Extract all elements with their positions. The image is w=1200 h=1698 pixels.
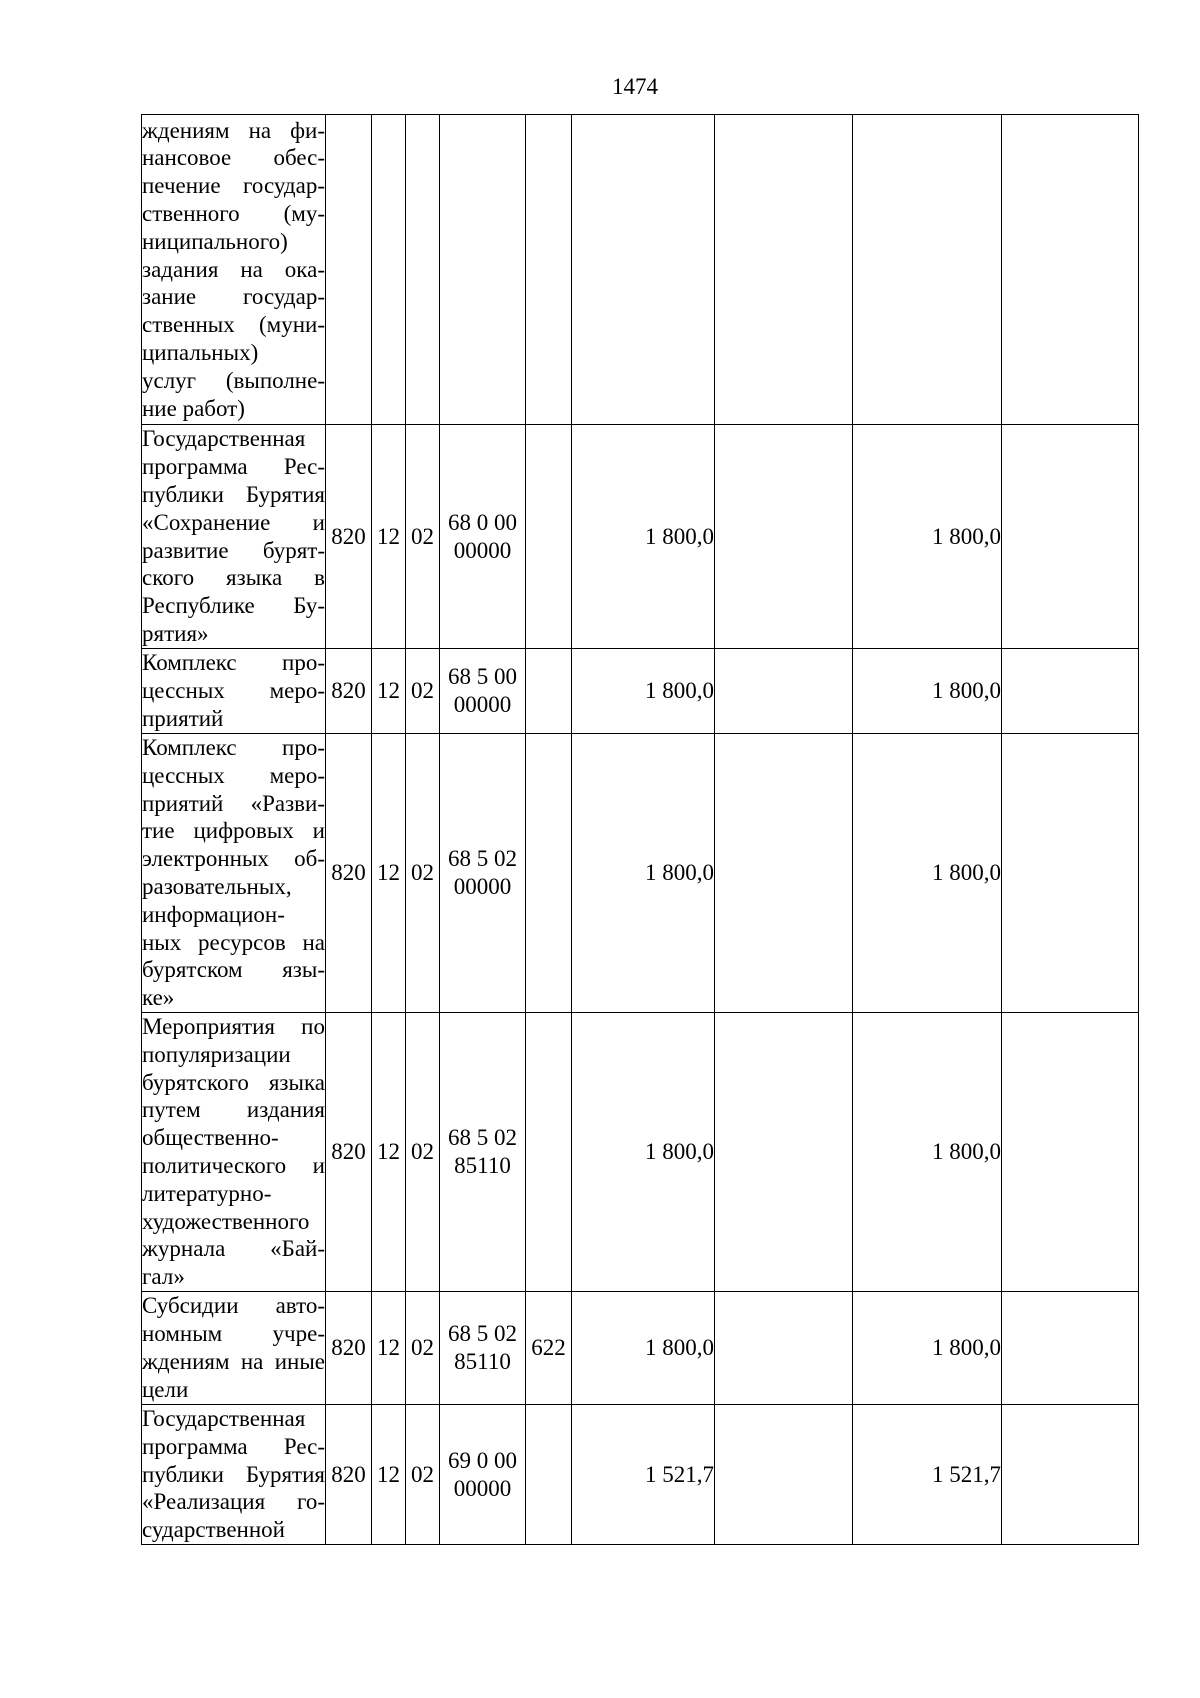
amount-cell: 1 800,0 xyxy=(572,649,715,734)
table-body xyxy=(142,115,1139,1545)
table-row xyxy=(142,1013,1139,1292)
target-article-code: 68 5 02 00000 xyxy=(440,734,526,1013)
item-name-line: печение государ- xyxy=(142,173,325,199)
item-name-line: цели xyxy=(142,1376,189,1402)
item-name-line: цессных меро- xyxy=(142,678,325,704)
expense-type-code xyxy=(526,115,572,425)
item-name-line: нансовое обес- xyxy=(142,145,325,171)
item-name-line: номным учре- xyxy=(142,1321,325,1347)
target-article-code: 68 5 02 85110 xyxy=(440,1292,526,1405)
expense-type-code xyxy=(526,649,572,734)
amount-cell xyxy=(1002,1292,1139,1405)
target-article-code: 69 0 00 00000 xyxy=(440,1405,526,1545)
item-name-line: публики Бурятия xyxy=(142,1461,325,1487)
amount-cell xyxy=(715,115,853,425)
table-row xyxy=(142,1292,1139,1405)
item-name-line: политического и xyxy=(142,1153,325,1178)
item-name-line: Государственная xyxy=(142,1406,306,1431)
amount-cell: 1 800,0 xyxy=(853,425,1002,649)
amount-cell xyxy=(715,1013,853,1292)
item-name-line: ственного (му- xyxy=(142,201,325,226)
item-name-line: Государственная xyxy=(142,426,306,452)
section-code: 12 xyxy=(372,425,406,649)
item-name-line: публики Бурятия xyxy=(142,481,325,507)
item-name-line: «Реализация го- xyxy=(142,1489,325,1515)
subsection-code: 02 xyxy=(406,649,440,734)
item-name-line: ственных (муни- xyxy=(142,312,325,338)
item-name-line: ского языка в xyxy=(142,565,325,591)
table-row xyxy=(142,115,1139,425)
expense-type-code xyxy=(526,425,572,649)
budget-table xyxy=(141,114,1139,1545)
item-name-line: ципальных) xyxy=(142,339,259,365)
item-name-line: гал» xyxy=(142,1264,185,1290)
subsection-code: 02 xyxy=(406,425,440,649)
amount-cell: 1 800,0 xyxy=(572,1013,715,1292)
item-name-line: Мероприятия по xyxy=(142,1014,325,1040)
amount-cell: 1 800,0 xyxy=(572,425,715,649)
item-name-line: программа Рес- xyxy=(142,1433,325,1459)
item-name-line: развитие бурят- xyxy=(142,537,325,563)
expense-type-code xyxy=(526,1013,572,1292)
item-name-line: общественно- xyxy=(142,1125,279,1151)
amount-cell xyxy=(572,115,715,425)
amount-cell: 1 800,0 xyxy=(853,1013,1002,1292)
target-article-code: 68 5 02 85110 xyxy=(440,1013,526,1292)
amount-cell xyxy=(1002,734,1139,1013)
table-row xyxy=(142,734,1139,1013)
amount-cell: 1 521,7 xyxy=(853,1405,1002,1545)
section-code: 12 xyxy=(372,1292,406,1405)
amount-cell: 1 800,0 xyxy=(853,1292,1002,1405)
amount-cell xyxy=(1002,1405,1139,1545)
table-row xyxy=(142,1405,1139,1545)
amount-cell: 1 800,0 xyxy=(853,649,1002,734)
item-name-line: бурятском язы- xyxy=(142,957,325,983)
ministry-code: 820 xyxy=(326,425,372,649)
subsection-code: 02 xyxy=(406,1013,440,1292)
item-name-cell xyxy=(142,1013,326,1292)
ministry-code: 820 xyxy=(326,1292,372,1405)
item-name-line: ждениям на иные xyxy=(142,1349,325,1374)
amount-cell xyxy=(1002,115,1139,425)
item-name-line: рятия» xyxy=(142,620,209,646)
section-code: 12 xyxy=(372,649,406,734)
item-name-cell xyxy=(142,115,326,425)
item-name-line: художественного xyxy=(142,1208,310,1234)
amount-cell xyxy=(715,425,853,649)
amount-cell xyxy=(1002,425,1139,649)
ministry-code: 820 xyxy=(326,1405,372,1545)
amount-cell xyxy=(1002,1013,1139,1292)
item-name-line: популяризации xyxy=(142,1041,291,1067)
item-name-cell xyxy=(142,425,326,649)
item-name-line: Комплекс про- xyxy=(142,735,325,761)
item-name-line: приятий «Разви- xyxy=(142,790,325,816)
subsection-code: 02 xyxy=(406,1292,440,1405)
amount-cell xyxy=(1002,649,1139,734)
item-name-line: сударственной xyxy=(142,1517,285,1543)
expense-type-code: 622 xyxy=(526,1292,572,1405)
amount-cell: 1 521,7 xyxy=(572,1405,715,1545)
item-name-line: путем издания xyxy=(142,1097,325,1123)
amount-cell: 1 800,0 xyxy=(572,1292,715,1405)
item-name-line: электронных об- xyxy=(142,846,325,872)
item-name-line: приятий xyxy=(142,705,224,731)
item-name-line: Субсидии авто- xyxy=(142,1293,325,1319)
ministry-code: 820 xyxy=(326,649,372,734)
subsection-code: 02 xyxy=(406,1405,440,1545)
item-name-line: тие цифровых и xyxy=(142,818,325,844)
item-name-line: информацион- xyxy=(142,901,285,927)
item-name-cell xyxy=(142,1292,326,1405)
item-name-line: литературно- xyxy=(142,1180,272,1206)
item-name-line: журнала «Бай- xyxy=(142,1236,325,1262)
item-name-line: разовательных, xyxy=(142,874,292,899)
expense-type-code xyxy=(526,734,572,1013)
item-name-cell xyxy=(142,1405,326,1545)
expense-type-code xyxy=(526,1405,572,1545)
item-name-cell xyxy=(142,649,326,734)
amount-cell xyxy=(715,734,853,1013)
section-code: 12 xyxy=(372,1013,406,1292)
target-article-code xyxy=(440,115,526,425)
item-name-line: программа Рес- xyxy=(142,454,325,480)
ministry-code xyxy=(326,115,372,425)
item-name-line: бурятского языка xyxy=(142,1069,325,1095)
section-code: 12 xyxy=(372,734,406,1013)
item-name-line: ние работ) xyxy=(142,395,245,421)
section-code xyxy=(372,115,406,425)
item-name-line: ке» xyxy=(142,985,175,1011)
amount-cell: 1 800,0 xyxy=(853,734,1002,1013)
item-name-cell xyxy=(142,734,326,1013)
target-article-code: 68 5 00 00000 xyxy=(440,649,526,734)
item-name-line: услуг (выполне- xyxy=(142,367,325,393)
item-name-line: цессных меро- xyxy=(142,762,325,788)
item-name-line: ниципального) xyxy=(142,228,288,254)
item-name-line: ных ресурсов на xyxy=(142,929,325,955)
amount-cell xyxy=(715,649,853,734)
amount-cell xyxy=(853,115,1002,425)
item-name-line: Республике Бу- xyxy=(142,593,325,619)
table-row xyxy=(142,649,1139,734)
item-name-line: ждениям на фи- xyxy=(142,117,325,143)
page-number: 1474 xyxy=(612,74,658,99)
item-name-line: «Сохранение и xyxy=(142,509,325,535)
ministry-code: 820 xyxy=(326,1013,372,1292)
table-row xyxy=(142,425,1139,649)
ministry-code: 820 xyxy=(326,734,372,1013)
item-name-line: Комплекс про- xyxy=(142,650,325,676)
amount-cell: 1 800,0 xyxy=(572,734,715,1013)
section-code: 12 xyxy=(372,1405,406,1545)
amount-cell xyxy=(715,1292,853,1405)
target-article-code: 68 0 00 00000 xyxy=(440,425,526,649)
amount-cell xyxy=(715,1405,853,1545)
item-name-line: задания на ока- xyxy=(142,256,325,282)
subsection-code xyxy=(406,115,440,425)
item-name-line: зание государ- xyxy=(142,284,325,310)
subsection-code: 02 xyxy=(406,734,440,1013)
